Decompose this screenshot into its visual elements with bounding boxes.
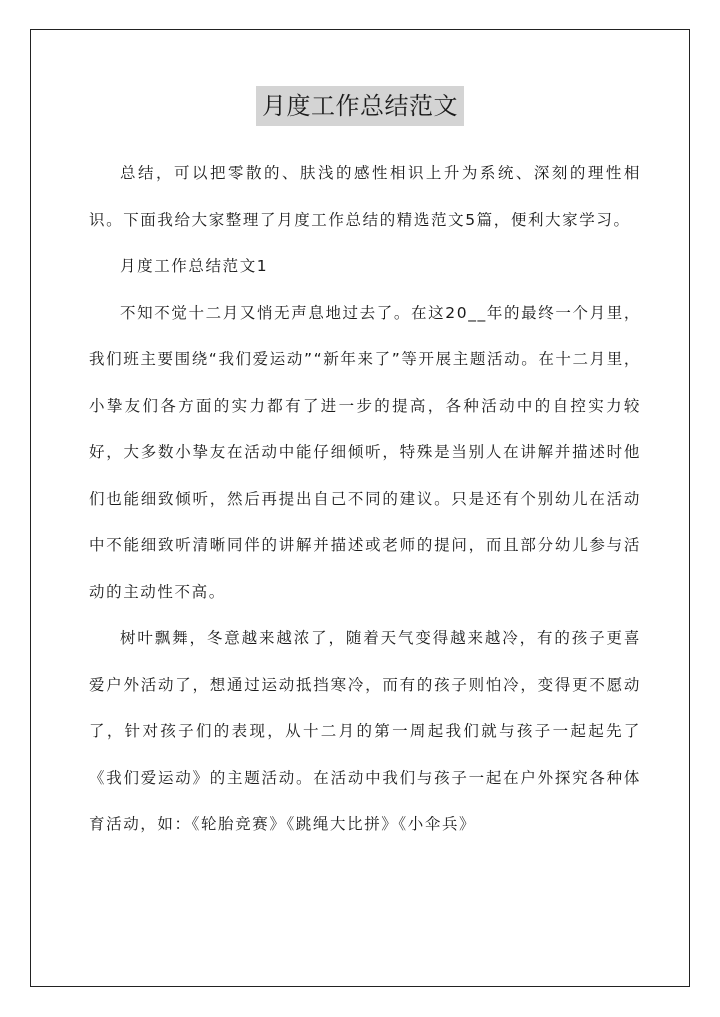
document-body (89, 150, 641, 848)
document-title: 月度工作总结范文 (256, 86, 464, 126)
section-heading: 月度工作总结范文1 (120, 257, 269, 275)
body-paragraph: 树叶飘舞，冬意越来越浓了，随着天气变得越来越冷，有的孩子更喜爱户外活动了，想通过运动抵挡寒冷，而有的孩子则怕冷，变得更不愿动了，针对孩子们的表现，从十二月的第一周起我们就与孩子一起起先了《我们爱运动》的主题活动。在活动中我们与孩子一起在户外探究各种体育活动，如：《轮胎竞赛》《跳绳大比拼》《小伞兵》 (89, 629, 641, 833)
body-paragraph: 不知不觉十二月又悄无声息地过去了。在这20__年的最终一个月里，我们班主要围绕“我们爱运动”“新年来了”等开展主题活动。在十二月里，小挚友们各方面的实力都有了进一步的提高，各种活动中的自控实力较好，大多数小挚友在活动中能仔细倾听，特殊是当别人在讲解并描述时他们也能细致倾听，然后再提出自己不同的建议。只是还有个别幼儿在活动中不能细致听清晰同伴的讲解并描述或老师的提问，而且部分幼儿参与活动的主动性不高。 (89, 303, 641, 601)
intro-paragraph: 总结，可以把零散的、肤浅的感性相识上升为系统、深刻的理性相识。下面我给大家整理了月度工作总结的精选范文5篇，便利大家学习。 (89, 164, 641, 229)
title-container (0, 86, 720, 126)
